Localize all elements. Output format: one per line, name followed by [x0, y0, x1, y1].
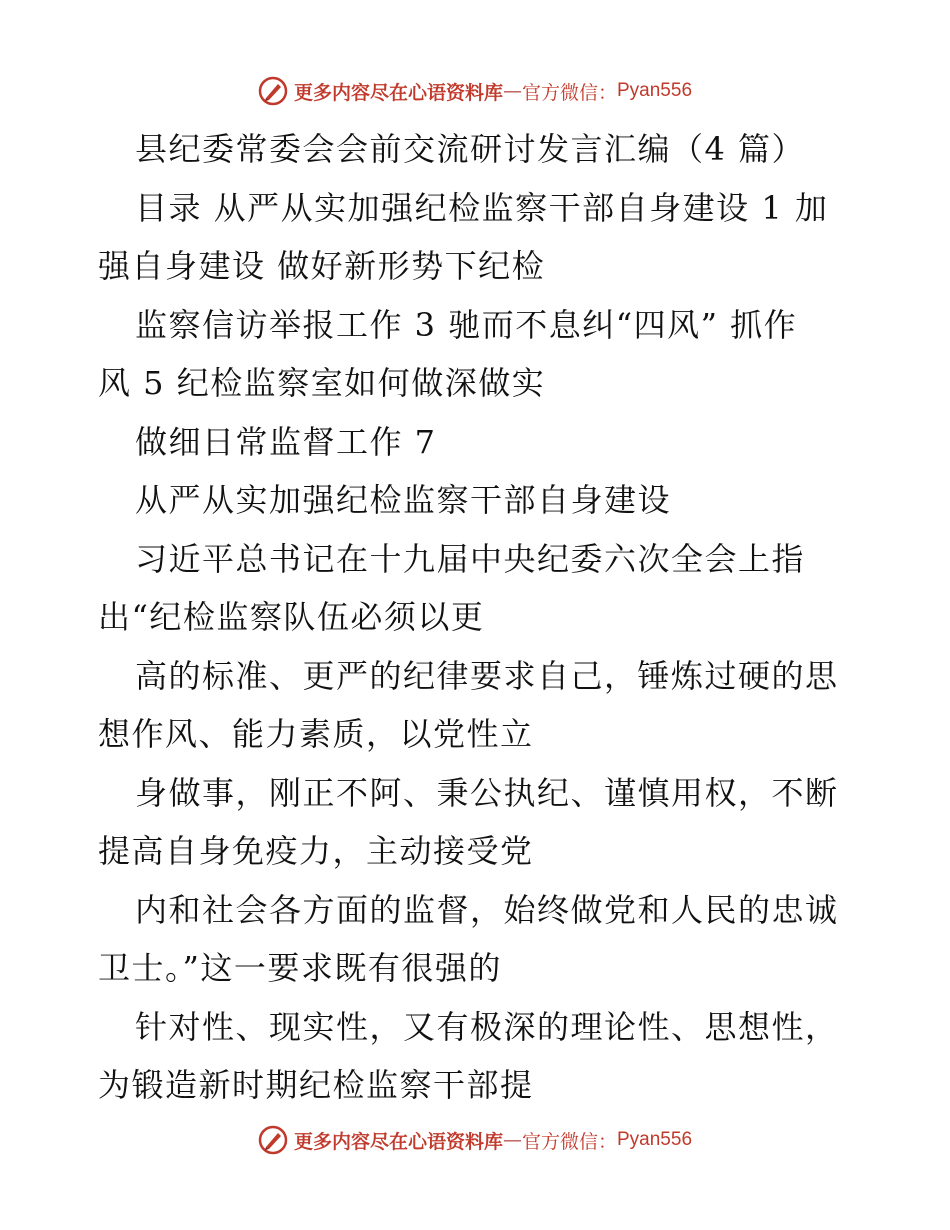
watermark-dash: —: [502, 1129, 522, 1151]
pen-logo-icon: [258, 1125, 288, 1155]
paragraph-line: 高的标准、更严的纪律要求自己，锤炼过硬的思: [135, 656, 839, 695]
document-title: 县纪委常委会会前交流研讨发言汇编（4 篇）: [135, 130, 806, 168]
watermark-main-text: 更多内容尽在心语资料库: [293, 1130, 503, 1153]
watermark-wechat-label: 官方微信：: [521, 81, 617, 104]
pen-logo-icon: [258, 76, 288, 106]
paragraph-line: 内和社会各方面的监督，始终做党和人民的忠诚: [135, 890, 839, 929]
header-watermark: [0, 74, 950, 108]
watermark-wechat-id: Pyan556: [617, 1129, 693, 1150]
paragraph-line: 习近平总书记在十九届中央纪委六次全会上指: [135, 539, 806, 578]
paragraph-line: 提高自身免疫力，主动接受党: [98, 832, 534, 870]
paragraph-line: 针对性、现实性，又有极深的理论性、思想性，: [135, 1007, 839, 1046]
watermark-dash: —: [502, 80, 522, 102]
toc-line: 风 5 纪检监察室如何做深做实: [98, 364, 546, 402]
watermark-wechat-label: 官方微信：: [521, 1130, 617, 1153]
paragraph-line: 出“纪检监察队伍必须以更: [98, 598, 485, 636]
paragraph-line: 卫士。”这一要求既有很强的: [98, 949, 502, 987]
paragraph-line: 想作风、能力素质，以党性立: [98, 715, 534, 753]
watermark-wechat-id: Pyan556: [617, 80, 693, 101]
toc-line: 监察信访举报工作 3 驰而不息纠“四风” 抓作: [135, 305, 798, 344]
paragraph-line: 身做事，刚正不阿、秉公执纪、谨慎用权，不断: [135, 773, 839, 812]
footer-watermark: [0, 1123, 950, 1157]
paragraph-line: 为锻造新时期纪检监察干部提: [98, 1066, 534, 1104]
toc-line: 目录 从严从实加强纪检监察干部自身建设 1 加: [135, 188, 829, 227]
toc-line: 强自身建设 做好新形势下纪检: [98, 247, 546, 285]
section-heading: 从严从实加强纪检监察干部自身建设: [135, 481, 672, 519]
watermark-main-text: 更多内容尽在心语资料库: [293, 81, 503, 104]
toc-line: 做细日常监督工作 7: [135, 422, 437, 461]
document-body: [98, 120, 858, 1115]
